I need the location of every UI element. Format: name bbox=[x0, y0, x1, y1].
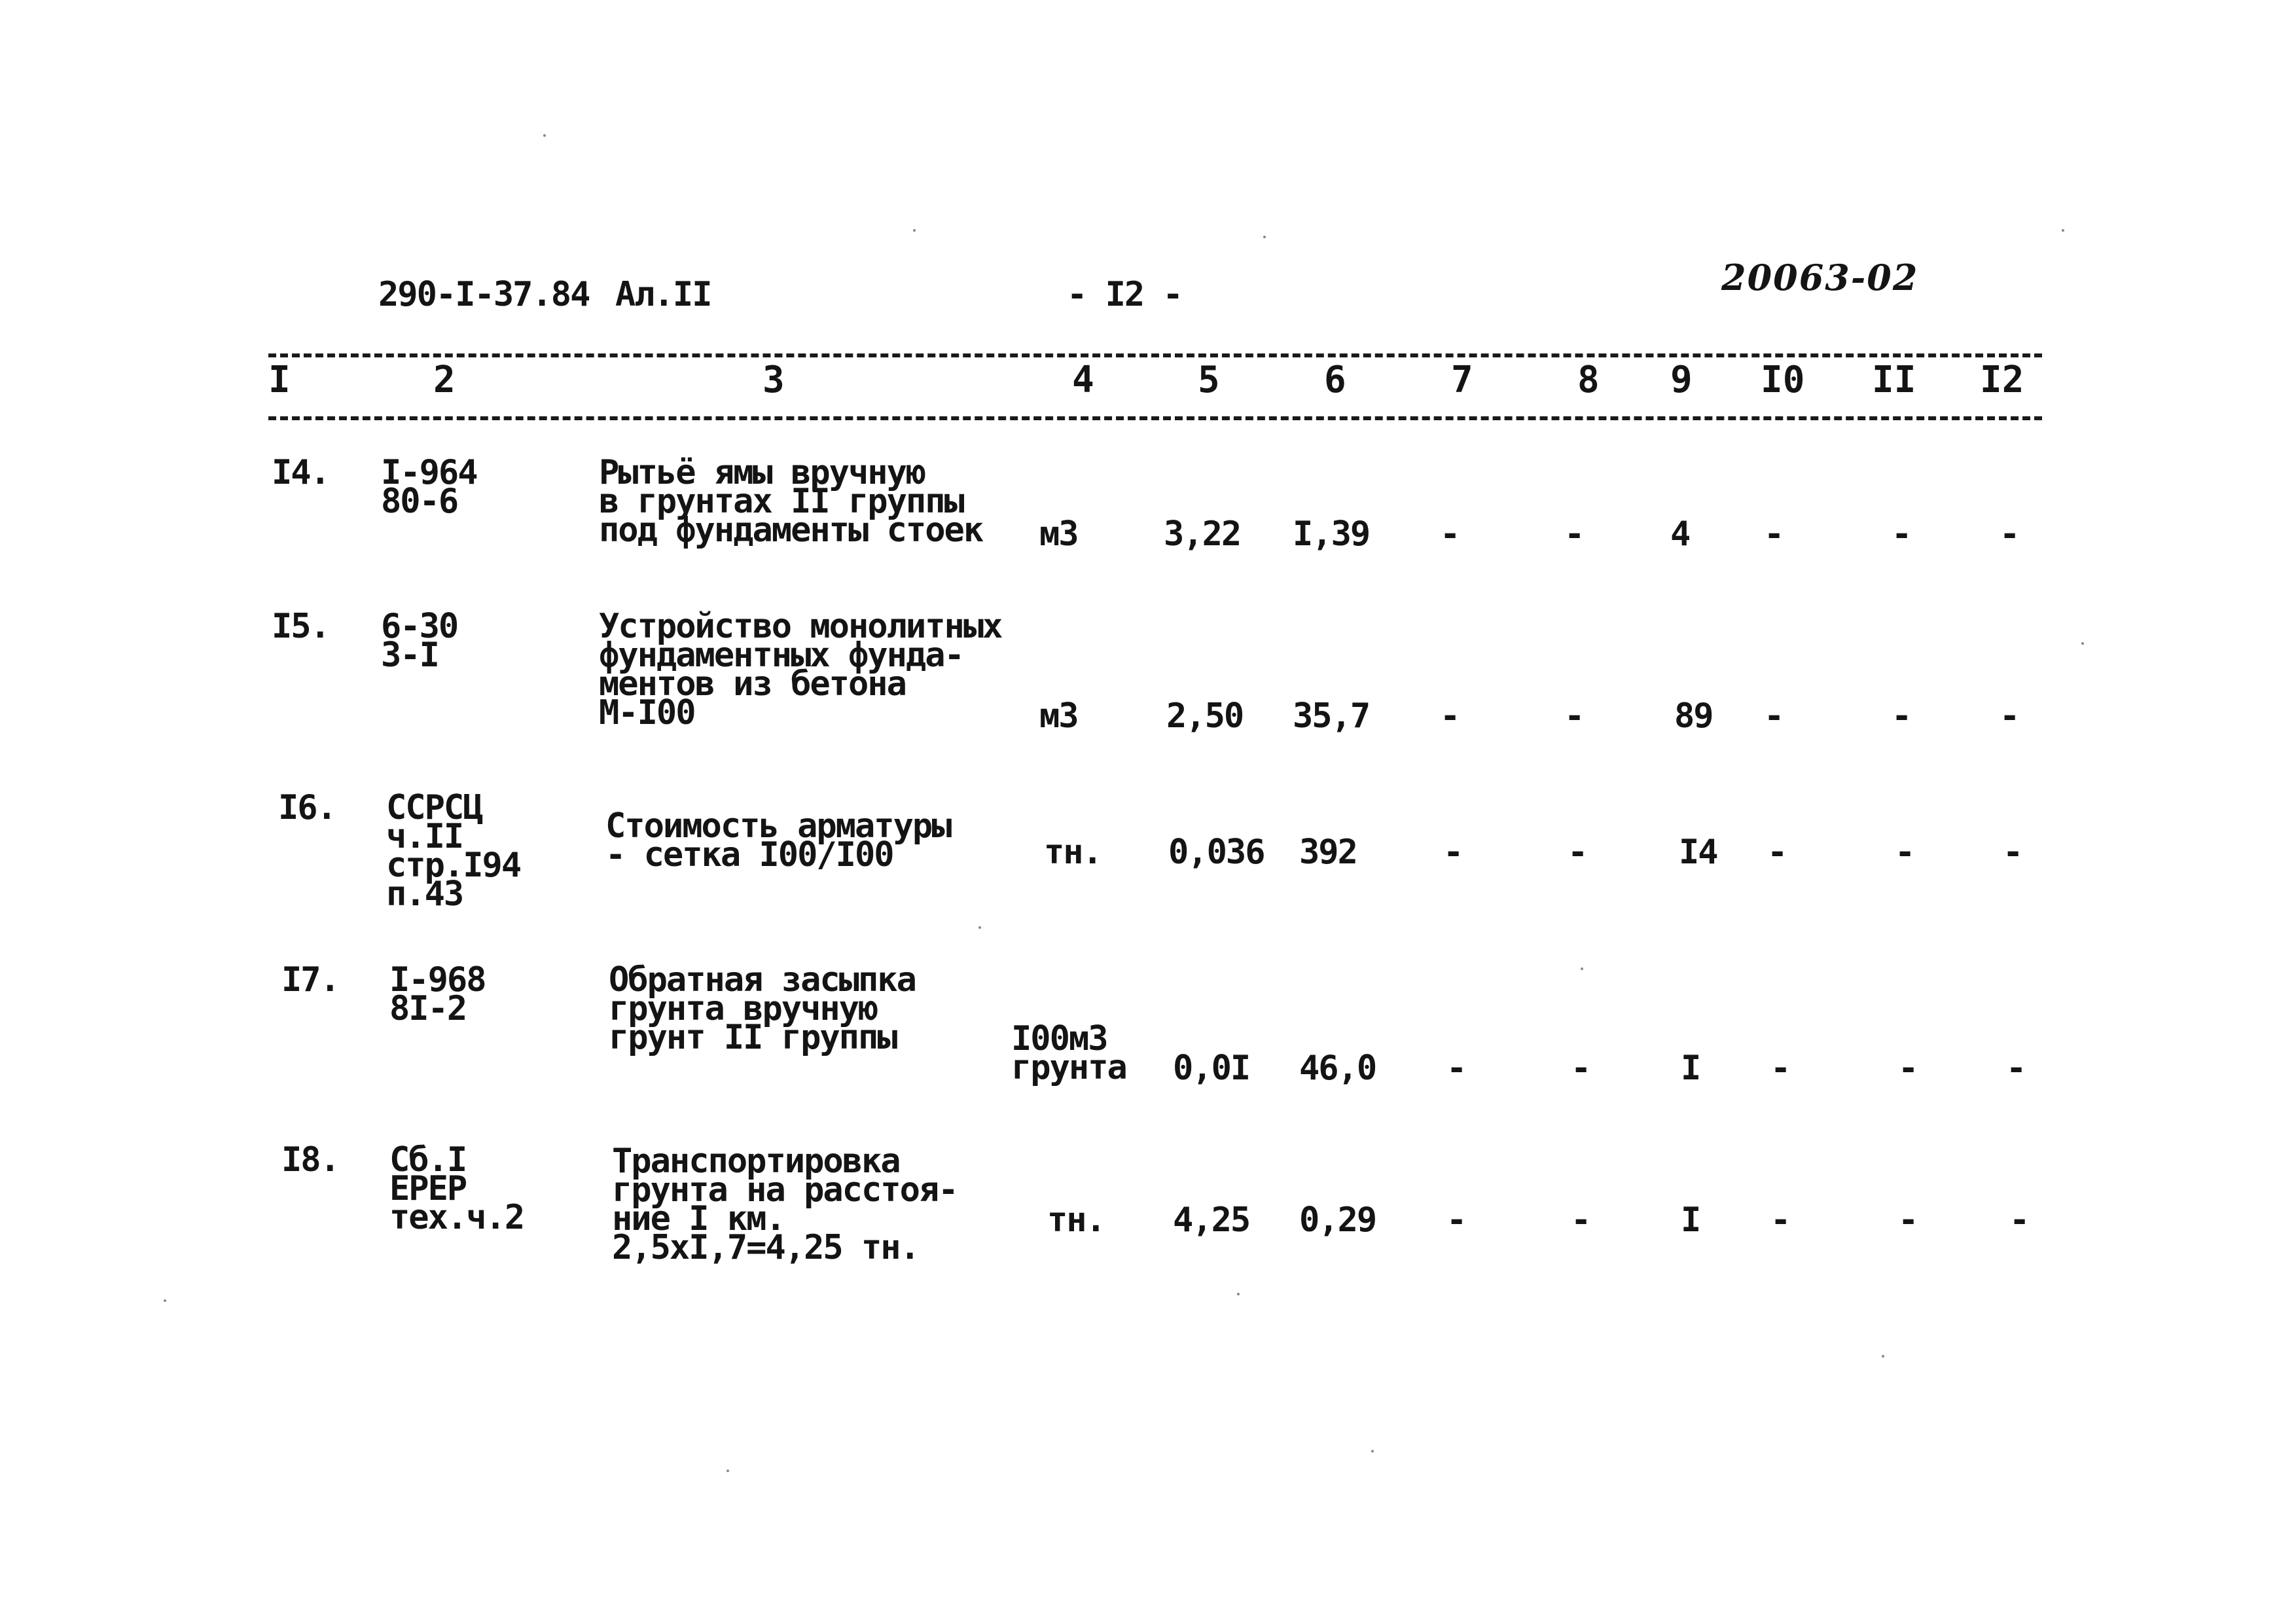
page-number: - I2 - bbox=[1067, 275, 1182, 314]
col-6-value: 0,29 bbox=[1299, 1200, 1376, 1240]
scan-speck bbox=[543, 134, 546, 137]
col-6-value: 392 bbox=[1299, 833, 1357, 872]
quantity: 0,0I bbox=[1173, 1049, 1250, 1088]
archive-number: 20063-02 bbox=[1721, 257, 1919, 298]
col-10-value: - bbox=[1767, 833, 1787, 872]
row-number: I5. bbox=[272, 607, 329, 646]
row-number: I7. bbox=[281, 960, 339, 1000]
scan-speck bbox=[978, 926, 981, 929]
col-12-value: - bbox=[2009, 1200, 2029, 1240]
col-7-value: - bbox=[1443, 833, 1463, 872]
column-number: 6 bbox=[1324, 359, 1346, 401]
norm-code: ССРСЦ ч.II стр.I94 п.43 bbox=[386, 788, 521, 914]
norm-code: Сб.I ЕРЕР тех.ч.2 bbox=[389, 1140, 524, 1237]
col-12-value: - bbox=[2000, 514, 2019, 554]
row-number: I8. bbox=[281, 1140, 339, 1180]
unit: м3 bbox=[1039, 696, 1078, 736]
scan-speck bbox=[2062, 229, 2064, 232]
column-number: 3 bbox=[762, 359, 785, 401]
column-number: II bbox=[1872, 359, 1916, 401]
col-8-value: - bbox=[1571, 1200, 1590, 1240]
document-code: 290-I-37.84 bbox=[378, 275, 590, 314]
column-number: I0 bbox=[1761, 359, 1805, 401]
col-8-value: - bbox=[1564, 696, 1584, 736]
norm-code: I-964 80-6 bbox=[381, 453, 477, 521]
col-10-value: - bbox=[1764, 514, 1784, 554]
scan-speck bbox=[1882, 1355, 1884, 1358]
col-7-value: - bbox=[1440, 696, 1460, 736]
scan-speck bbox=[1237, 1293, 1240, 1295]
column-number: 7 bbox=[1451, 359, 1473, 401]
col-6-value: 35,7 bbox=[1293, 696, 1370, 736]
col-9-value: 89 bbox=[1674, 696, 1713, 736]
column-number: 5 bbox=[1198, 359, 1220, 401]
col-11-value: - bbox=[1892, 514, 1911, 554]
work-description: Обратная засыпка грунта вручную грунт II группы bbox=[609, 960, 916, 1057]
scan-speck bbox=[164, 1299, 166, 1302]
col-11-value: - bbox=[1898, 1200, 1918, 1240]
scan-speck bbox=[726, 1470, 729, 1472]
col-9-value: I4 bbox=[1679, 833, 1717, 872]
table-top-rule bbox=[268, 353, 2042, 357]
scan-speck bbox=[1581, 967, 1583, 970]
quantity: 4,25 bbox=[1173, 1200, 1250, 1240]
unit: тн. bbox=[1047, 1200, 1105, 1240]
col-11-value: - bbox=[1895, 833, 1914, 872]
norm-code: I-968 8I-2 bbox=[389, 960, 486, 1028]
quantity: 0,036 bbox=[1168, 833, 1265, 872]
table-header-rule bbox=[268, 416, 2042, 420]
norm-code: 6-30 3-I bbox=[381, 607, 458, 675]
col-9-value: 4 bbox=[1670, 514, 1690, 554]
col-8-value: - bbox=[1571, 1049, 1590, 1088]
col-9-value: I bbox=[1681, 1200, 1700, 1240]
col-10-value: - bbox=[1770, 1200, 1790, 1240]
quantity: 2,50 bbox=[1166, 696, 1244, 736]
col-8-value: - bbox=[1564, 514, 1584, 554]
column-number: 2 bbox=[433, 359, 456, 401]
unit: м3 bbox=[1039, 514, 1078, 554]
col-11-value: - bbox=[1892, 696, 1911, 736]
album-label: Ал.II bbox=[615, 275, 711, 314]
col-8-value: - bbox=[1568, 833, 1587, 872]
scan-speck bbox=[913, 229, 916, 232]
column-number: I bbox=[268, 359, 291, 401]
scan-speck bbox=[2081, 642, 2084, 645]
column-number: 4 bbox=[1072, 359, 1094, 401]
col-6-value: 46,0 bbox=[1299, 1049, 1376, 1088]
col-7-value: - bbox=[1446, 1049, 1466, 1088]
column-number: 9 bbox=[1670, 359, 1693, 401]
row-number: I6. bbox=[278, 788, 336, 827]
work-description: Устройство монолитных фундаментных фунда- ментов из бетона М-I00 bbox=[599, 607, 1002, 732]
row-number: I4. bbox=[272, 453, 329, 492]
col-9-value: I bbox=[1681, 1049, 1700, 1088]
quantity: 3,22 bbox=[1164, 514, 1241, 554]
column-number: 8 bbox=[1577, 359, 1600, 401]
work-description: Стоимость арматуры - сетка I00/I00 bbox=[605, 806, 951, 875]
col-7-value: - bbox=[1440, 514, 1460, 554]
work-description: Рытьё ямы вручную в грунтах II группы под фундаменты стоек bbox=[599, 453, 983, 550]
scan-speck bbox=[1371, 1450, 1374, 1453]
col-10-value: - bbox=[1764, 696, 1784, 736]
col-12-value: - bbox=[2006, 1049, 2026, 1088]
scan-speck bbox=[1263, 236, 1266, 238]
unit: I00м3 грунта bbox=[1011, 1019, 1126, 1087]
col-11-value: - bbox=[1898, 1049, 1918, 1088]
work-description: Транспортировка грунта на расстоя- ние I км. 2,5хI,7=4,25 тн. bbox=[612, 1142, 958, 1267]
col-7-value: - bbox=[1446, 1200, 1466, 1240]
col-12-value: - bbox=[2000, 696, 2019, 736]
unit: тн. bbox=[1044, 833, 1102, 872]
col-6-value: I,39 bbox=[1293, 514, 1370, 554]
column-number: I2 bbox=[1980, 359, 2024, 401]
col-10-value: - bbox=[1770, 1049, 1790, 1088]
col-12-value: - bbox=[2003, 833, 2022, 872]
